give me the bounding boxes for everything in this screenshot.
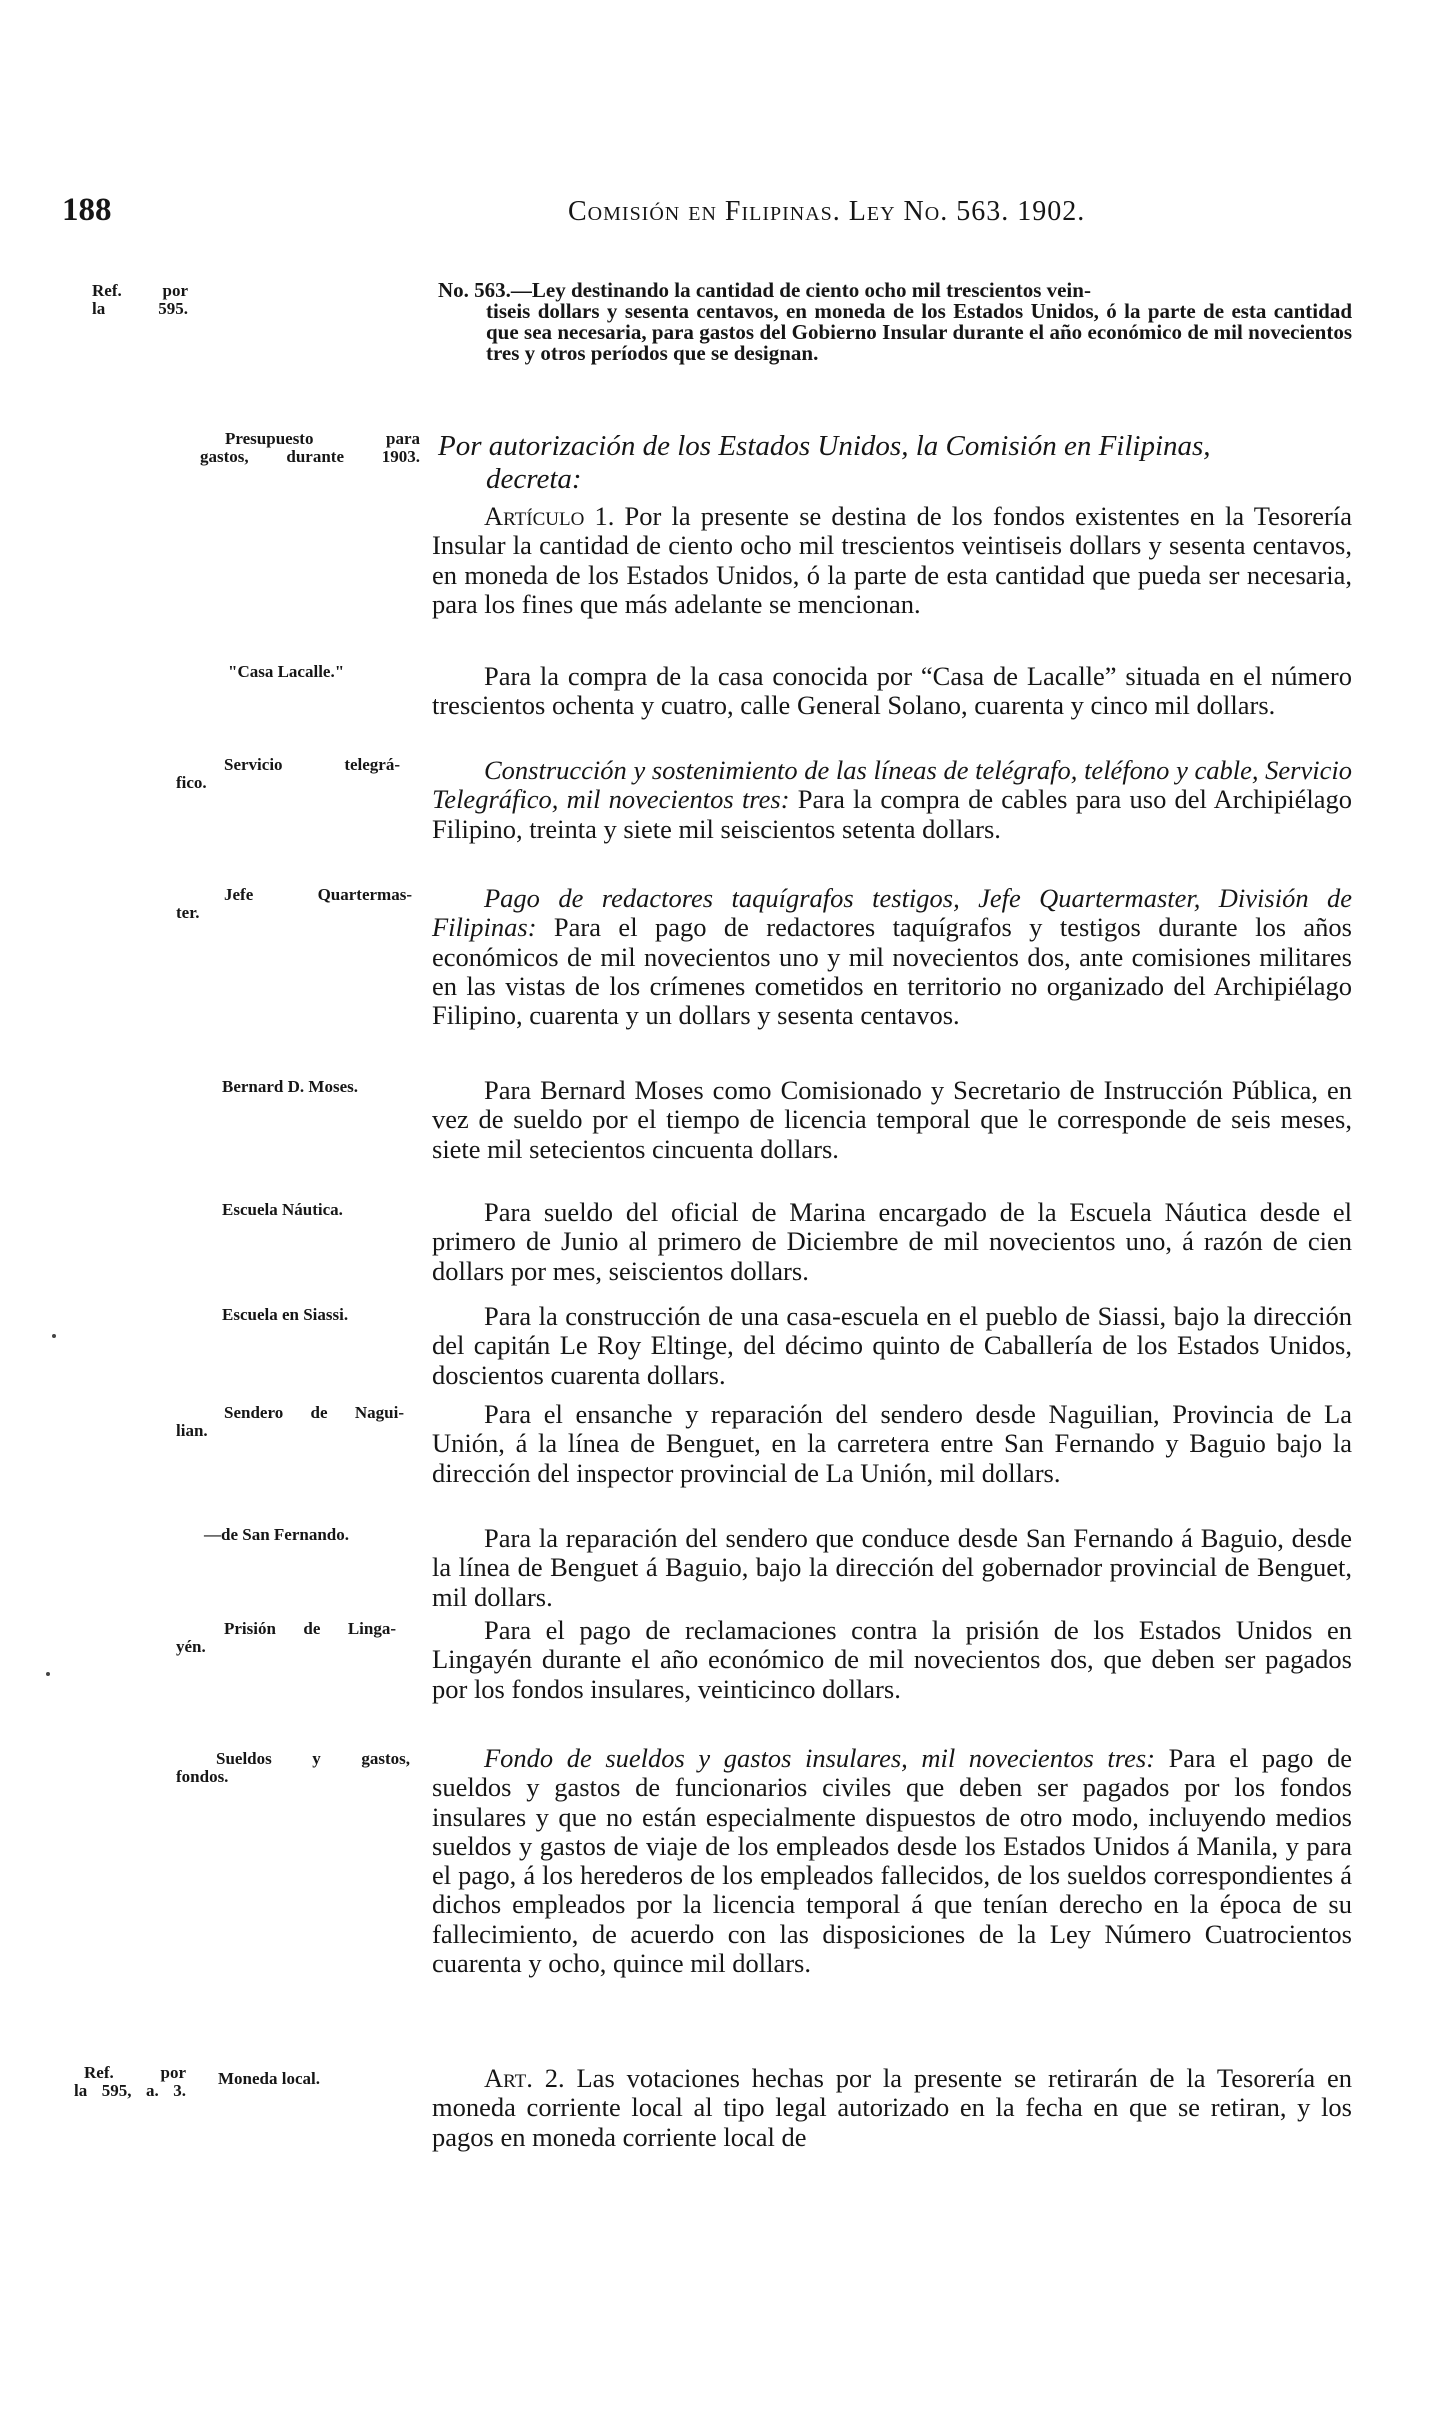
paragraph-san-fernando: Para la reparación del sendero que conduce desde San Fernando á Baguio, desde la línea de Benguet á Baguio, bajo la dirección del gobernador provincial de Benguet, mil dollars. [432, 1523, 1352, 1612]
scan-speck [52, 1334, 56, 1338]
article-2-label: Art. 2. [484, 2063, 565, 2093]
margin-note-ref-bottom: Ref. por la 595, a. 3. [74, 2063, 186, 2100]
bill-title-lead: No. 563.—Ley destinando la cantidad de ciento ocho mil trescientos vein- [438, 278, 1091, 302]
enacting-line1: Por autorización de los Estados Unidos, la Comisión en Filipinas, [438, 430, 1211, 462]
margin-note-presupuesto: Presupuesto para gastos, durante 1903. [200, 429, 420, 466]
margin-note-moneda: Moneda local. [218, 2069, 320, 2088]
paragraph-redactores: Pago de redactores taquígrafos testigos, Jefe Quartermaster, División de Filipinas: Para el pago de redactores taquígrafos y testigos durante los años económicos de mil novecientos uno y mil novecientos dos, ante comisiones militares en las vistas de los crímenes cometidos en territorio no organizado del Archipiélago Filipino, cuarenta y un dollars y sesenta centavos. [432, 883, 1352, 1031]
paragraph-telegrafo: Construcción y sostenimiento de las líneas de telégrafo, teléfono y cable, Servicio Telegráfico, mil novecientos tres: Para la compra de cables para uso del Archipiélago Filipino, treinta y siete mil seiscientos setenta dollars. [432, 755, 1353, 844]
margin-note-ref-top: Ref. por la 595. [92, 281, 188, 318]
enacting-decreta: decreta: [486, 463, 582, 495]
margin-note-escuela-siassi: Escuela en Siassi. [222, 1305, 349, 1324]
page-number: 188 [62, 192, 112, 228]
paragraph-bernard-moses: Para Bernard Moses como Comisionado y Secretario de Instrucción Pública, en vez de sueldo por el tiempo de licencia temporal que le corresponde de seis meses, siete mil setecientos cincuenta dollars. [432, 1075, 1352, 1164]
margin-note-escuela-nautica: Escuela Náutica. [222, 1200, 343, 1219]
paragraph-siassi: Para la construcción de una casa-escuela en el pueblo de Siassi, bajo la dirección del capitán Le Roy Eltinge, del décimo quinto de Caballería de los Estados Unidos, doscientos cuarenta dollars. [432, 1301, 1352, 1390]
margin-note-san-fernando: —de San Fernando. [204, 1525, 349, 1544]
margin-note-jefe: Jefe Quartermas- ter. [176, 885, 412, 922]
running-head [62, 192, 1268, 232]
margin-note-casa-lacalle: "Casa Lacalle." [228, 662, 345, 681]
margin-note-bernard: Bernard D. Moses. [222, 1077, 358, 1096]
enacting-clause [438, 430, 1352, 496]
margin-note-sendero-naguilian: Sendero de Nagui- lian. [176, 1403, 404, 1440]
bill-title-rest: tiseis dollars y sesenta centavos, en moneda de los Estados Unidos, ó la parte de esta cantidad que sea necesaria, para gastos del Gobierno Insular durante el año económico de mil novecientos tres y otros períodos que se designan. [486, 299, 1352, 365]
paragraph-articulo-1: Artículo 1. Por la presente se destina de los fondos existentes en la Tesorería Insular la cantidad de ciento ocho mil trescientos veintiseis dollars y sesenta centavos, en moneda de los Estados Unidos, ó la parte de esta cantidad que pueda ser necesaria, para los fines que más adelante se mencionan. [432, 501, 1352, 619]
margin-note-sueldos: Sueldos y gastos, fondos. [176, 1749, 410, 1786]
bill-title [438, 280, 1352, 364]
paragraph-lingayen: Para el pago de reclamaciones contra la prisión de los Estados Unidos en Lingayén durante el año económico de mil novecientos dos, que deben ser pagados por los fondos insulares, veinticinco dollars. [432, 1615, 1352, 1704]
margin-note-prision: Prisión de Linga- yén. [176, 1619, 396, 1656]
paragraph-sueldos: Fondo de sueldos y gastos insulares, mil novecientos tres: Para el pago de sueldos y gastos de funcionarios civiles que deben ser pagados por los fondos insulares y que no están especialmente dispuestos de otro modo, incluyendo medios sueldos y gastos de viaje de los empleados desde los Estados Unidos á Manila, y para el pago, á los herederos de los empleados fallecidos, de los sueldos correspondientes á dichos empleados por la licencia temporal á que tenían derecho en la época de su fallecimiento, de acuerdo con las disposiciones de la Ley Número Cuatrocientos cuarenta y ocho, quince mil dollars. [432, 1743, 1352, 1979]
paragraph-articulo-2: Art. 2. Las votaciones hechas por la presente se retirarán de la Tesorería en moneda corriente local al tipo legal autorizado en la fecha en que se retiran, y los pagos en moneda corriente local de [432, 2063, 1352, 2152]
margin-note-servicio: Servicio telegrá- fico. [176, 755, 400, 792]
running-title: Comisión en Filipinas. Ley No. 563. 1902. [568, 196, 1086, 227]
paragraph-naguilian: Para el ensanche y reparación del sendero desde Naguilian, Provincia de La Unión, á la línea de Benguet, en la carretera entre San Fernando y Baguio bajo la dirección del inspector provincial de La Unión, mil dollars. [432, 1399, 1352, 1488]
paragraph-casa-lacalle: Para la compra de la casa conocida por “Casa de Lacalle” situada en el número trescientos ochenta y cuatro, calle General Solano, cuarenta y cinco mil dollars. [432, 661, 1352, 721]
article-1-label: Artículo 1. [484, 501, 615, 531]
scan-speck [46, 1672, 50, 1676]
paragraph-escuela-nautica: Para sueldo del oficial de Marina encargado de la Escuela Náutica desde el primero de Junio al primero de Diciembre de mil novecientos uno, á razón de cien dollars por mes, seiscientos dollars. [432, 1197, 1352, 1286]
